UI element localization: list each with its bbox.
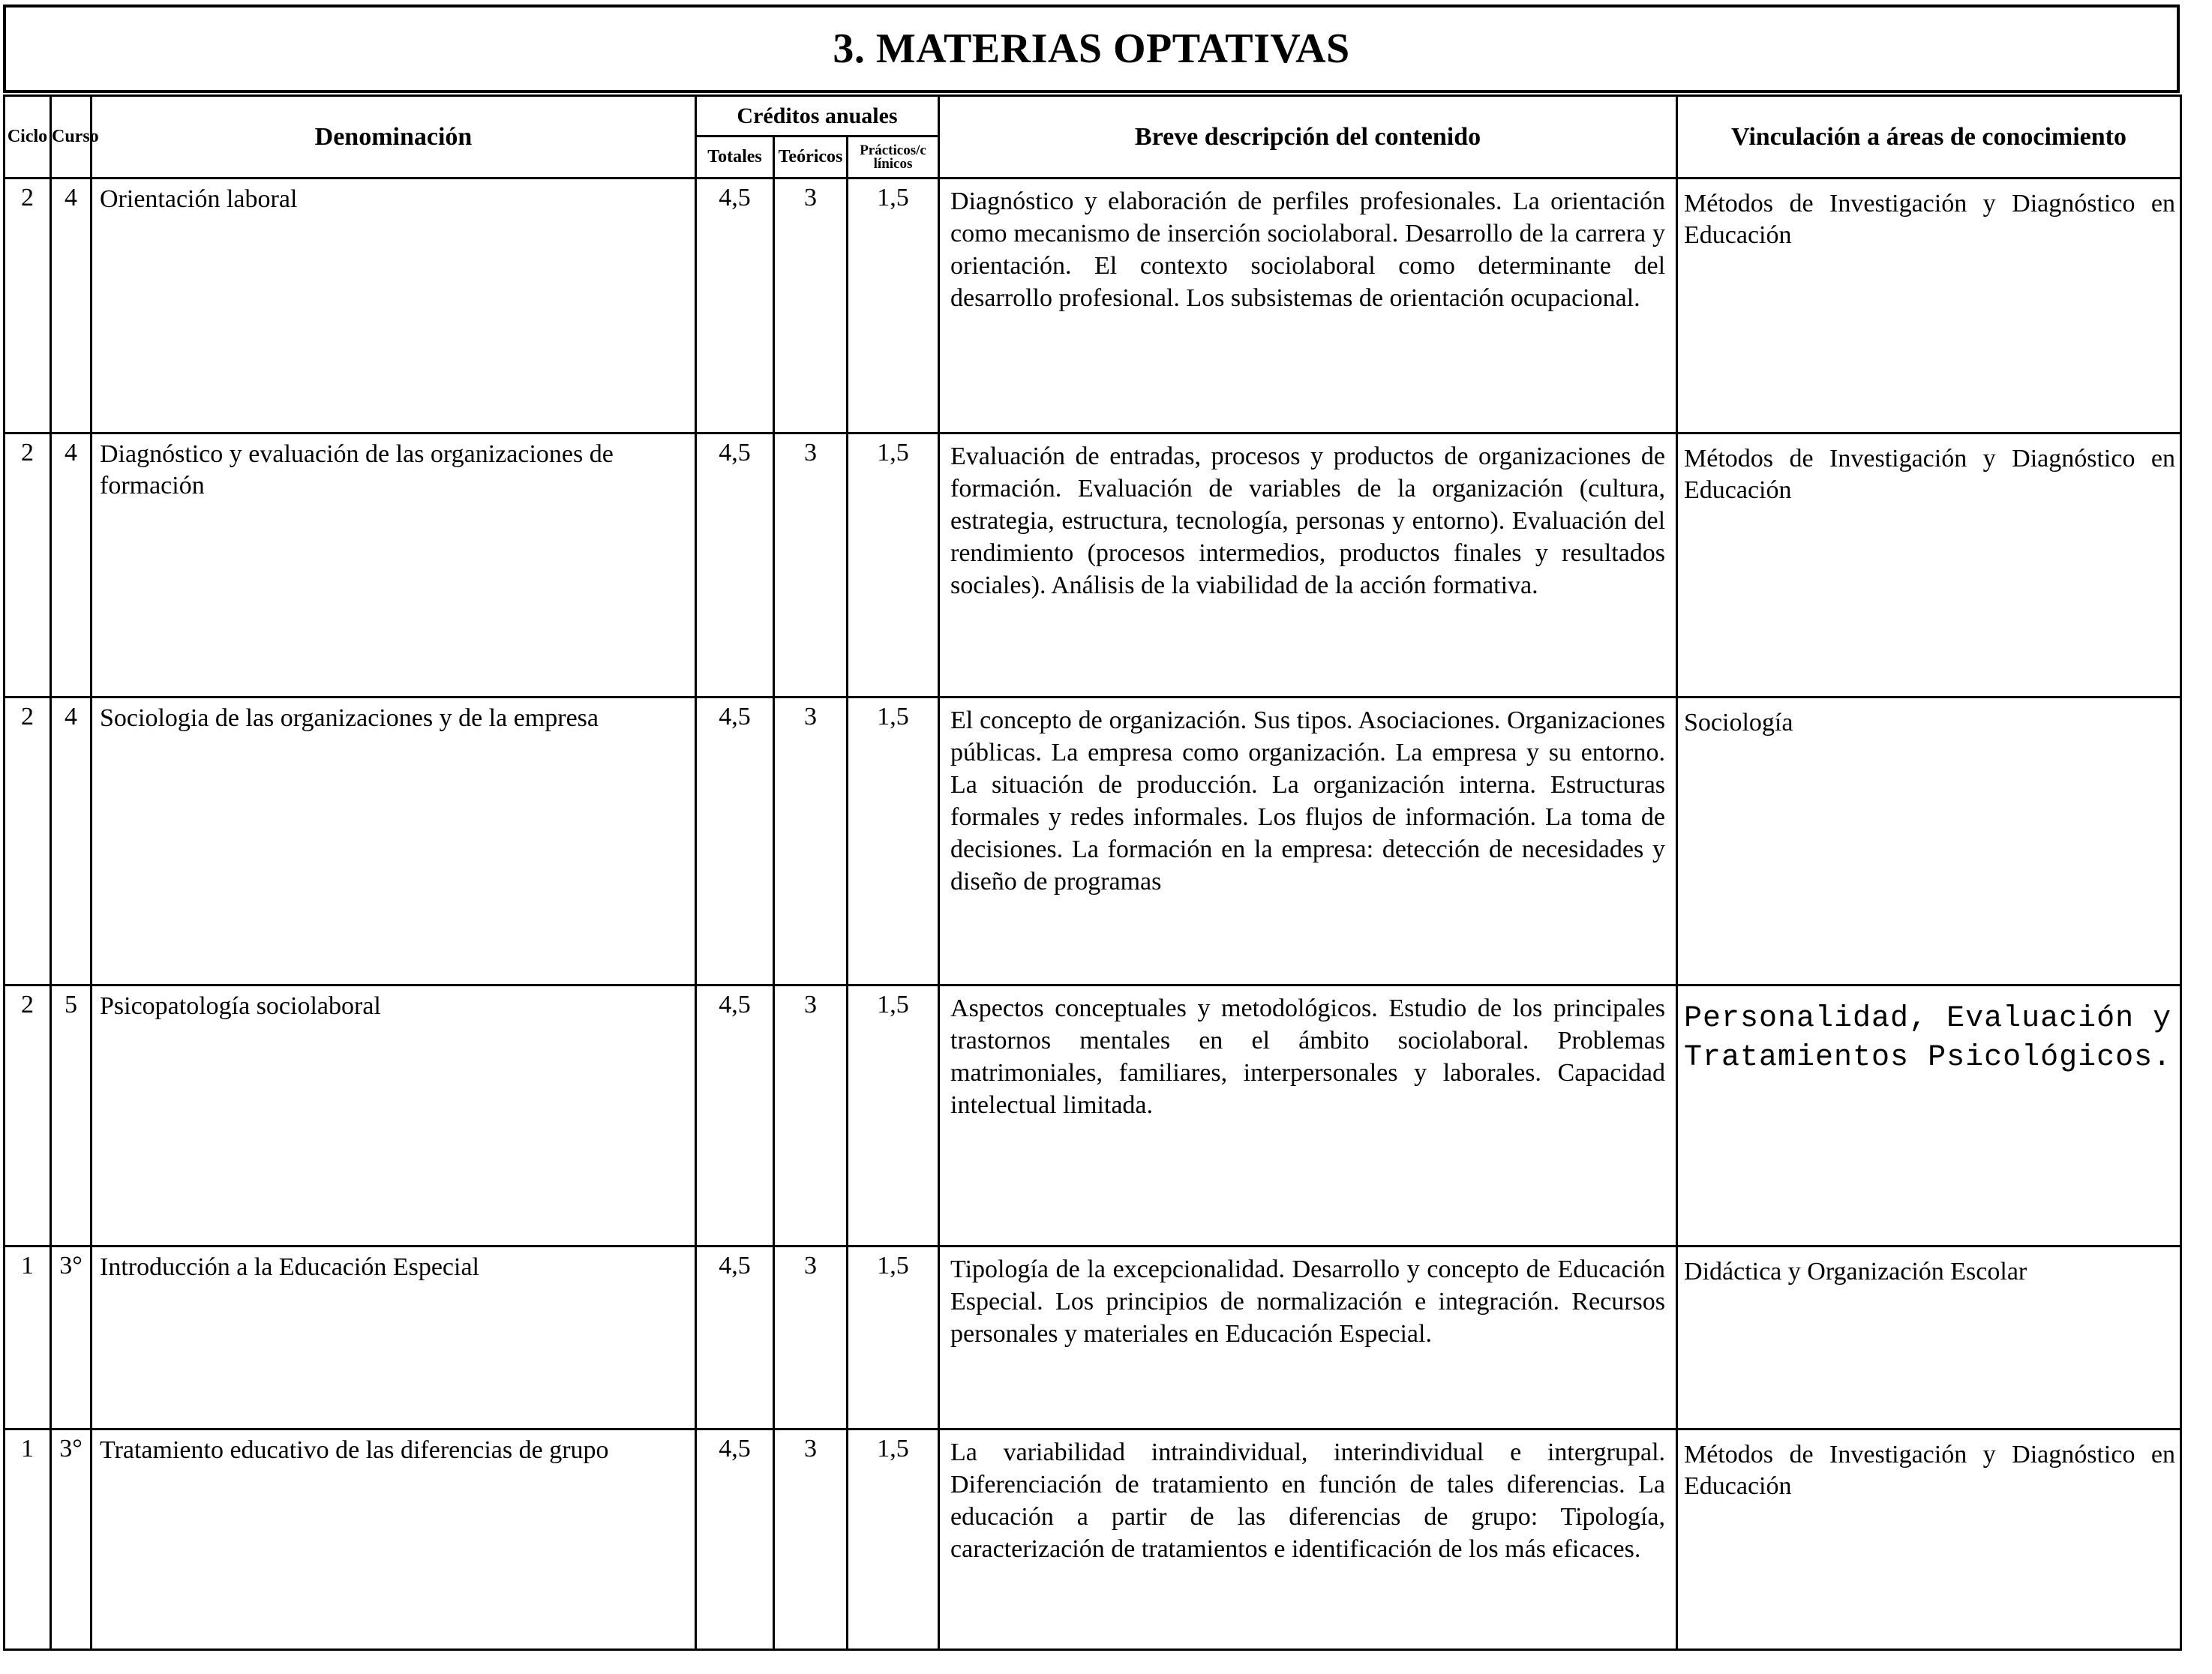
cell-teoricos: 3 [774,1430,848,1650]
cell-denominacion: Orientación laboral [92,178,696,434]
cell-practicos: 1,5 [848,698,939,986]
cell-ciclo: 2 [5,434,51,698]
header-teoricos: Teóricos [774,136,848,178]
cell-totales: 4,5 [696,434,774,698]
table-row [5,698,2181,986]
cell-curso: 3° [51,1430,92,1650]
cell-descripcion: Tipología de la excepcionalidad. Desarrollo y concepto de Educación Especial. Los principios de normalización e integración. Recursos personales y materiales en Educación Especial. [939,1246,1677,1430]
cell-descripcion: Aspectos conceptuales y metodológicos. Estudio de los principales trastornos mentales en el ámbito sociolaboral. Problemas matrimoniales, familiares, interpersonales y laborales. Capacidad intelectual limitada. [939,986,1677,1246]
cell-curso: 3° [51,1246,92,1430]
cell-curso: 4 [51,434,92,698]
cell-practicos: 1,5 [848,178,939,434]
cell-vinculacion: Sociología [1677,698,2181,986]
header-practicos: Prácticos/c línicos [848,136,939,178]
cell-ciclo: 1 [5,1430,51,1650]
title-banner [3,4,2180,93]
cell-descripcion: Diagnóstico y elaboración de perfiles profesionales. La orientación como mecanismo de inserción sociolaboral. Desarrollo de la carrera y orientación. El contexto sociolaboral como determinante del desarrollo profesional. Los subsistemas de orientación ocupacional. [939,178,1677,434]
header-descripcion: Breve descripción del contenido [939,96,1677,178]
cell-descripcion: El concepto de organización. Sus tipos. Asociaciones. Organizaciones públicas. La empresa como organización. La empresa y su entorno. La situación de producción. La organización interna. Estructuras formales y redes informales. Los flujos de información. La toma de decisiones. La formación en la empresa: detección de necesidades y diseño de programas [939,698,1677,986]
header-creditos: Créditos anuales [696,96,939,136]
cell-teoricos: 3 [774,434,848,698]
cell-denominacion: Sociologia de las organizaciones y de la empresa [92,698,696,986]
header-curso: Curso [51,96,92,178]
cell-curso: 4 [51,698,92,986]
cell-descripcion: La variabilidad intraindividual, interindividual e intergrupal. Diferenciación de tratamiento en función de tales diferencias. La educación a partir de las diferencias de grupo: Tipología, caracterización de tratamientos e identificación de los más eficaces. [939,1430,1677,1650]
cell-ciclo: 2 [5,178,51,434]
cell-ciclo: 2 [5,986,51,1246]
cell-denominacion: Psicopatología sociolaboral [92,986,696,1246]
document-page [3,4,2184,1670]
header-totales: Totales [696,136,774,178]
cell-vinculacion: Métodos de Investigación y Diagnóstico en Educación [1677,178,2181,434]
cell-ciclo: 2 [5,698,51,986]
page-title: 3. MATERIAS OPTATIVAS [833,26,1350,72]
header-ciclo: Ciclo [5,96,51,178]
table-row [5,1246,2181,1430]
cell-totales: 4,5 [696,178,774,434]
cell-totales: 4,5 [696,1246,774,1430]
subjects-table [3,94,2182,1651]
cell-curso: 5 [51,986,92,1246]
cell-vinculacion: Métodos de Investigación y Diagnóstico en Educación [1677,1430,2181,1650]
cell-ciclo: 1 [5,1246,51,1430]
header-row-top [5,96,2181,136]
table-row [5,1430,2181,1650]
table-row [5,178,2181,434]
cell-totales: 4,5 [696,986,774,1246]
cell-teoricos: 3 [774,178,848,434]
cell-vinculacion: Didáctica y Organización Escolar [1677,1246,2181,1430]
cell-totales: 4,5 [696,1430,774,1650]
cell-practicos: 1,5 [848,986,939,1246]
cell-teoricos: 3 [774,698,848,986]
cell-denominacion: Tratamiento educativo de las diferencias de grupo [92,1430,696,1650]
cell-teoricos: 3 [774,1246,848,1430]
cell-practicos: 1,5 [848,1246,939,1430]
cell-practicos: 1,5 [848,434,939,698]
header-denominacion: Denominación [92,96,696,178]
cell-practicos: 1,5 [848,1430,939,1650]
table-row [5,986,2181,1246]
cell-denominacion: Introducción a la Educación Especial [92,1246,696,1430]
cell-vinculacion: Personalidad, Evaluación y Tratamientos Psicológicos. [1677,986,2181,1246]
cell-vinculacion: Métodos de Investigación y Diagnóstico en Educación [1677,434,2181,698]
cell-curso: 4 [51,178,92,434]
cell-descripcion: Evaluación de entradas, procesos y productos de organizaciones de formación. Evaluación de variables de la organización (cultura, estrategia, estructura, tecnología, personas y entorno). Evaluación del rendimiento (procesos intermedios, productos finales y resultados sociales). Análisis de la viabilidad de la acción formativa. [939,434,1677,698]
cell-denominacion: Diagnóstico y evaluación de las organizaciones de formación [92,434,696,698]
cell-totales: 4,5 [696,698,774,986]
header-vinculacion: Vinculación a áreas de conocimiento [1677,96,2181,178]
table-row [5,434,2181,698]
cell-teoricos: 3 [774,986,848,1246]
